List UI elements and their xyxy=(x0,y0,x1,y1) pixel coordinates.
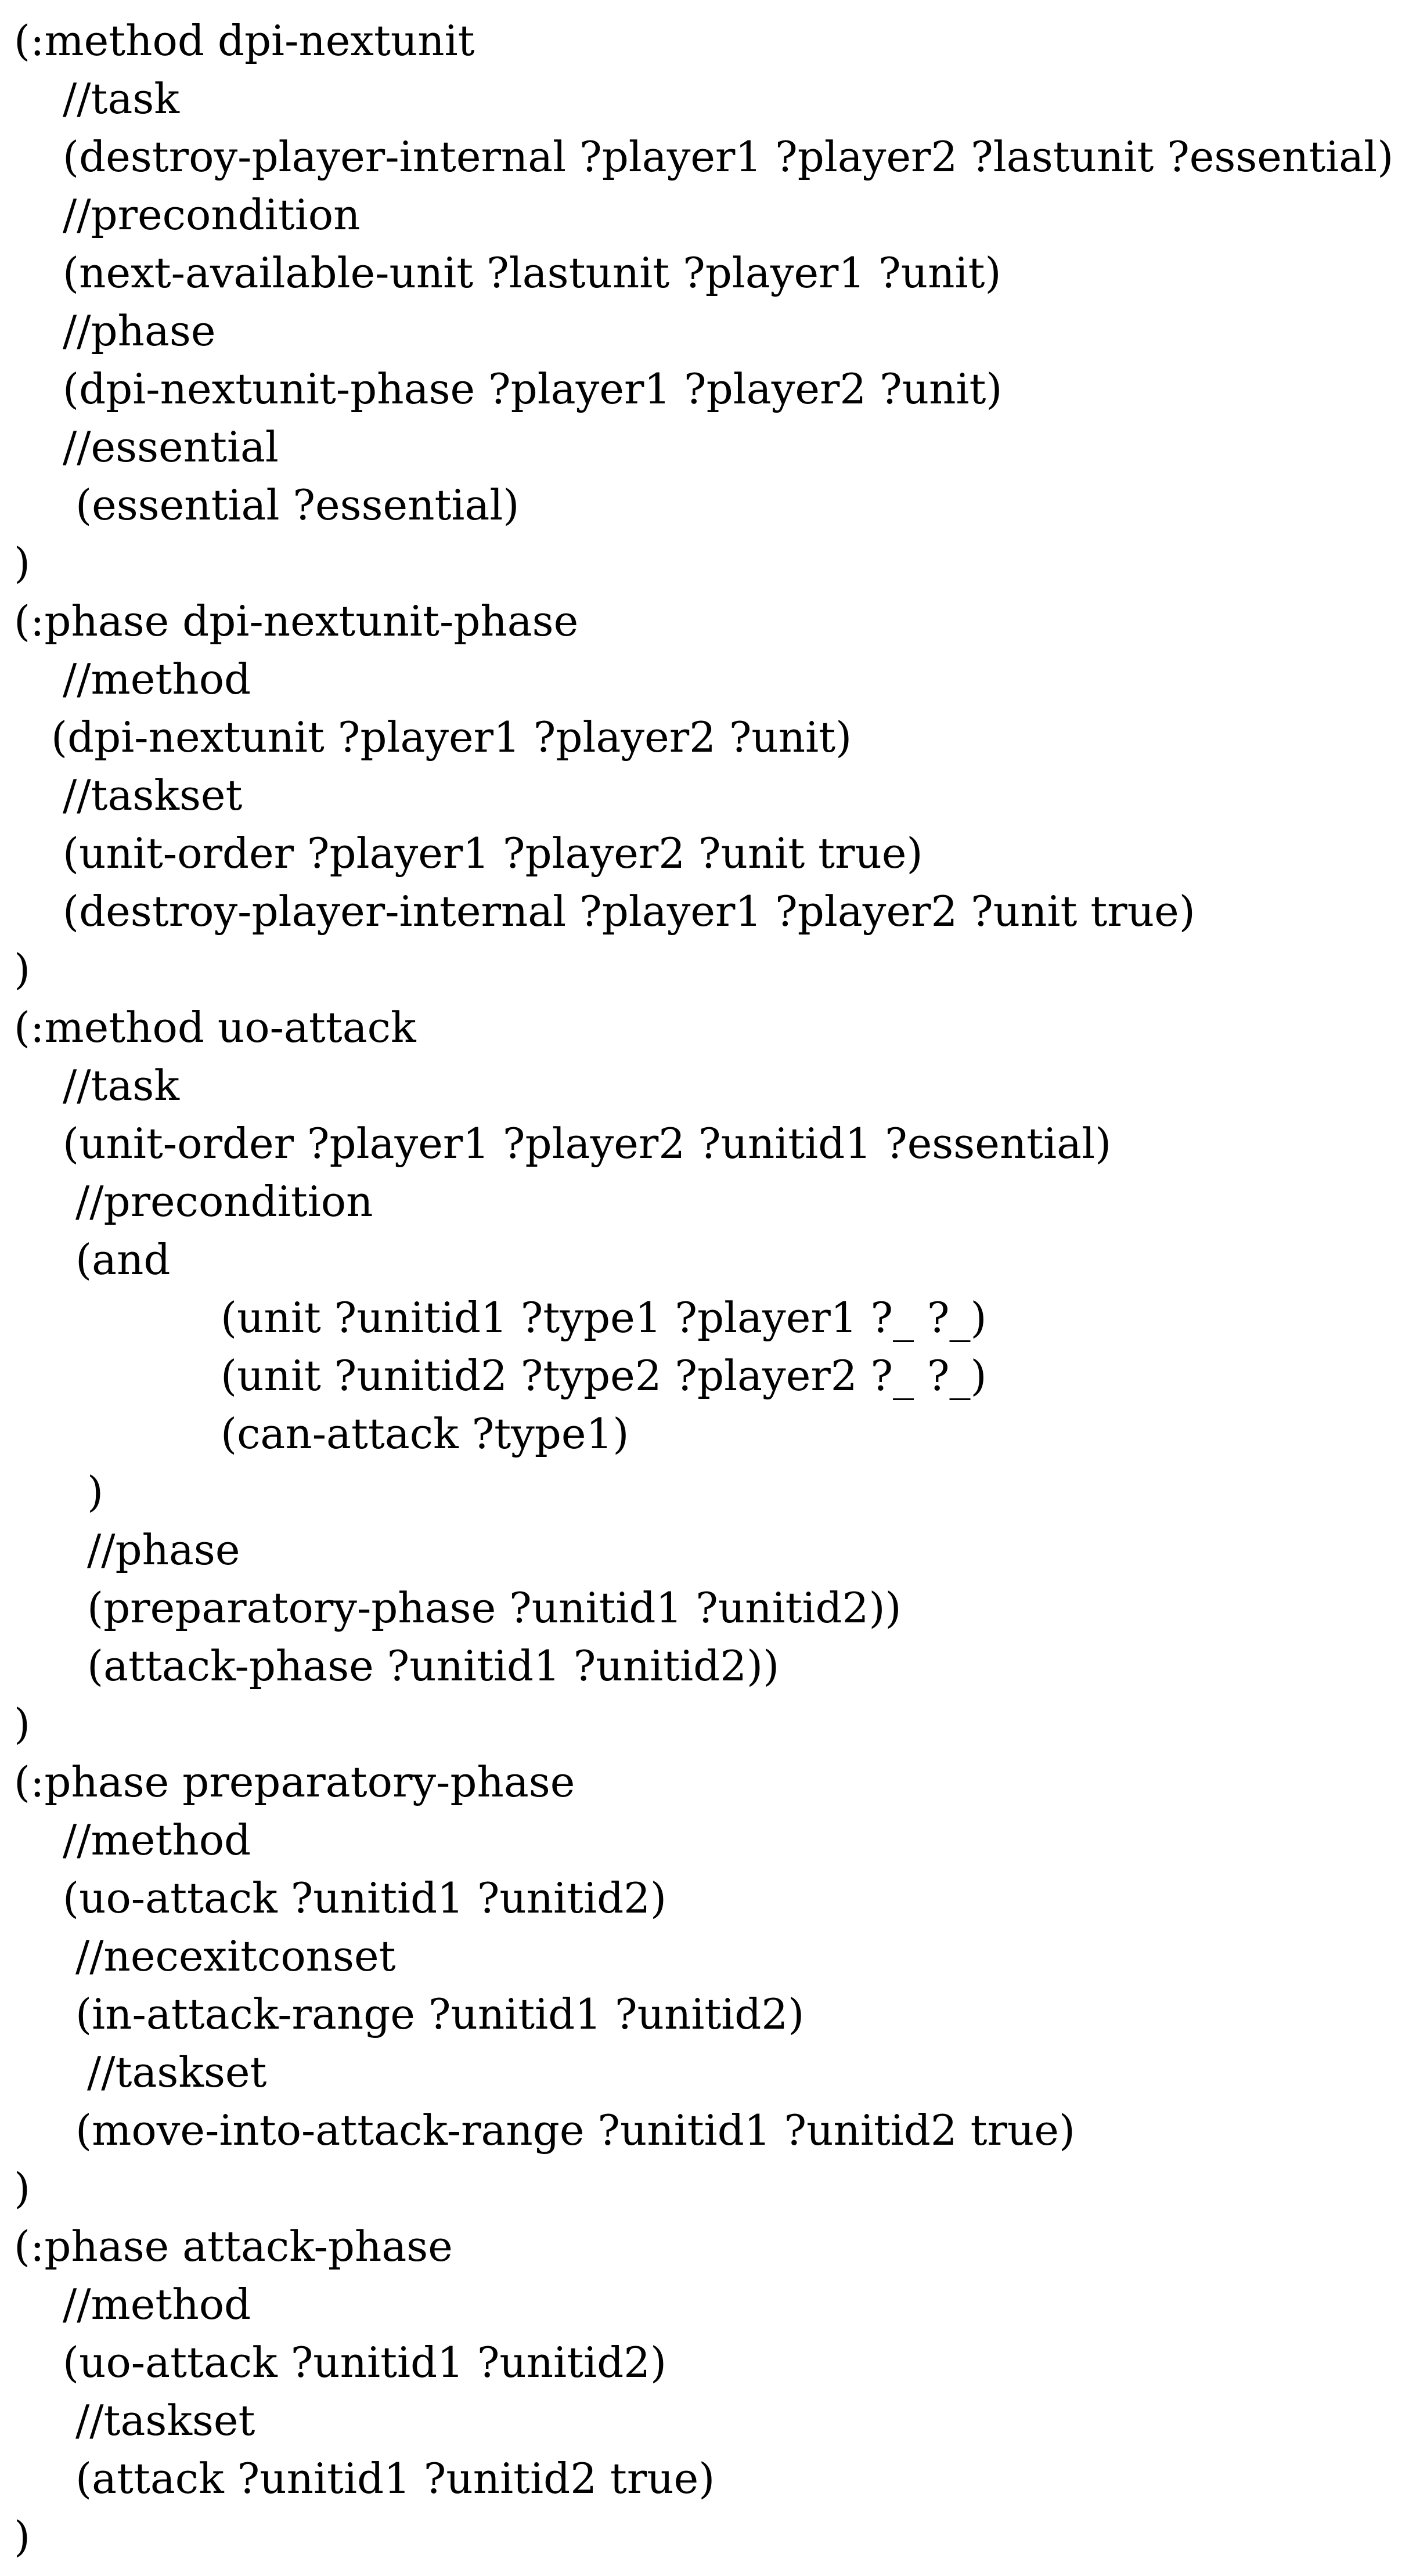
code-line: //essential xyxy=(63,423,279,471)
code-line: //taskset xyxy=(87,2048,267,2097)
code-line: //task xyxy=(63,74,179,123)
code-line: (dpi-nextunit-phase ?player1 ?player2 ?unit) xyxy=(63,365,1003,413)
code-line: (attack ?unitid1 ?unitid2 true) xyxy=(75,2454,715,2503)
code-line: (uo-attack ?unitid1 ?unitid2) xyxy=(63,2338,667,2387)
code-line: (destroy-player-internal ?player1 ?player2 ?unit true) xyxy=(63,887,1195,936)
code-line: //method xyxy=(63,1816,251,1864)
code-line: //phase xyxy=(87,1525,240,1574)
code-line: (essential ?essential) xyxy=(75,481,520,529)
code-line: (:phase dpi-nextunit-phase xyxy=(14,597,579,645)
code-line: (:method uo-attack xyxy=(14,1003,416,1052)
code-line: (can-attack ?type1) xyxy=(221,1409,629,1458)
code-line: ) xyxy=(14,945,31,994)
code-line: (preparatory-phase ?unitid1 ?unitid2)) xyxy=(87,1583,902,1632)
code-line: //necexitconset xyxy=(75,1932,396,1980)
code-line: //method xyxy=(63,2280,251,2329)
code-line: (unit ?unitid2 ?type2 ?player2 ?_ ?_) xyxy=(221,1351,987,1400)
code-line: ) xyxy=(14,2164,31,2213)
code-line: //phase xyxy=(63,306,216,355)
code-line: (unit ?unitid1 ?type1 ?player1 ?_ ?_) xyxy=(221,1293,987,1342)
code-line: (attack-phase ?unitid1 ?unitid2)) xyxy=(87,1641,780,1690)
code-line: (uo-attack ?unitid1 ?unitid2) xyxy=(63,1874,667,1922)
code-line: (:phase preparatory-phase xyxy=(14,1758,575,1806)
code-line: ) xyxy=(14,1700,31,1748)
code-line: //taskset xyxy=(75,2396,255,2445)
code-listing xyxy=(0,12,1409,2571)
code-line: (:method dpi-nextunit xyxy=(14,16,475,65)
code-line: //taskset xyxy=(63,771,243,820)
code-line: (in-attack-range ?unitid1 ?unitid2) xyxy=(75,1990,805,2039)
code-line: //precondition xyxy=(63,190,361,239)
code-line: (move-into-attack-range ?unitid1 ?unitid2 true) xyxy=(75,2106,1076,2155)
code-line: //precondition xyxy=(75,1177,373,1226)
code-line: //method xyxy=(63,655,251,703)
code-line: (:phase attack-phase xyxy=(14,2222,453,2271)
code-line: (dpi-nextunit ?player1 ?player2 ?unit) xyxy=(51,713,852,762)
code-line: ) xyxy=(87,1467,104,1516)
code-line: (next-available-unit ?lastunit ?player1 ?unit) xyxy=(63,248,1001,297)
code-line: ) xyxy=(14,539,31,587)
code-line: (unit-order ?player1 ?player2 ?unit true) xyxy=(63,829,923,878)
code-line: (unit-order ?player1 ?player2 ?unitid1 ?essential) xyxy=(63,1119,1112,1168)
code-line: (destroy-player-internal ?player1 ?player2 ?lastunit ?essential) xyxy=(63,132,1394,181)
code-line: //task xyxy=(63,1061,179,1110)
code-line: ) xyxy=(14,2512,31,2561)
code-line: (and xyxy=(75,1235,171,1284)
